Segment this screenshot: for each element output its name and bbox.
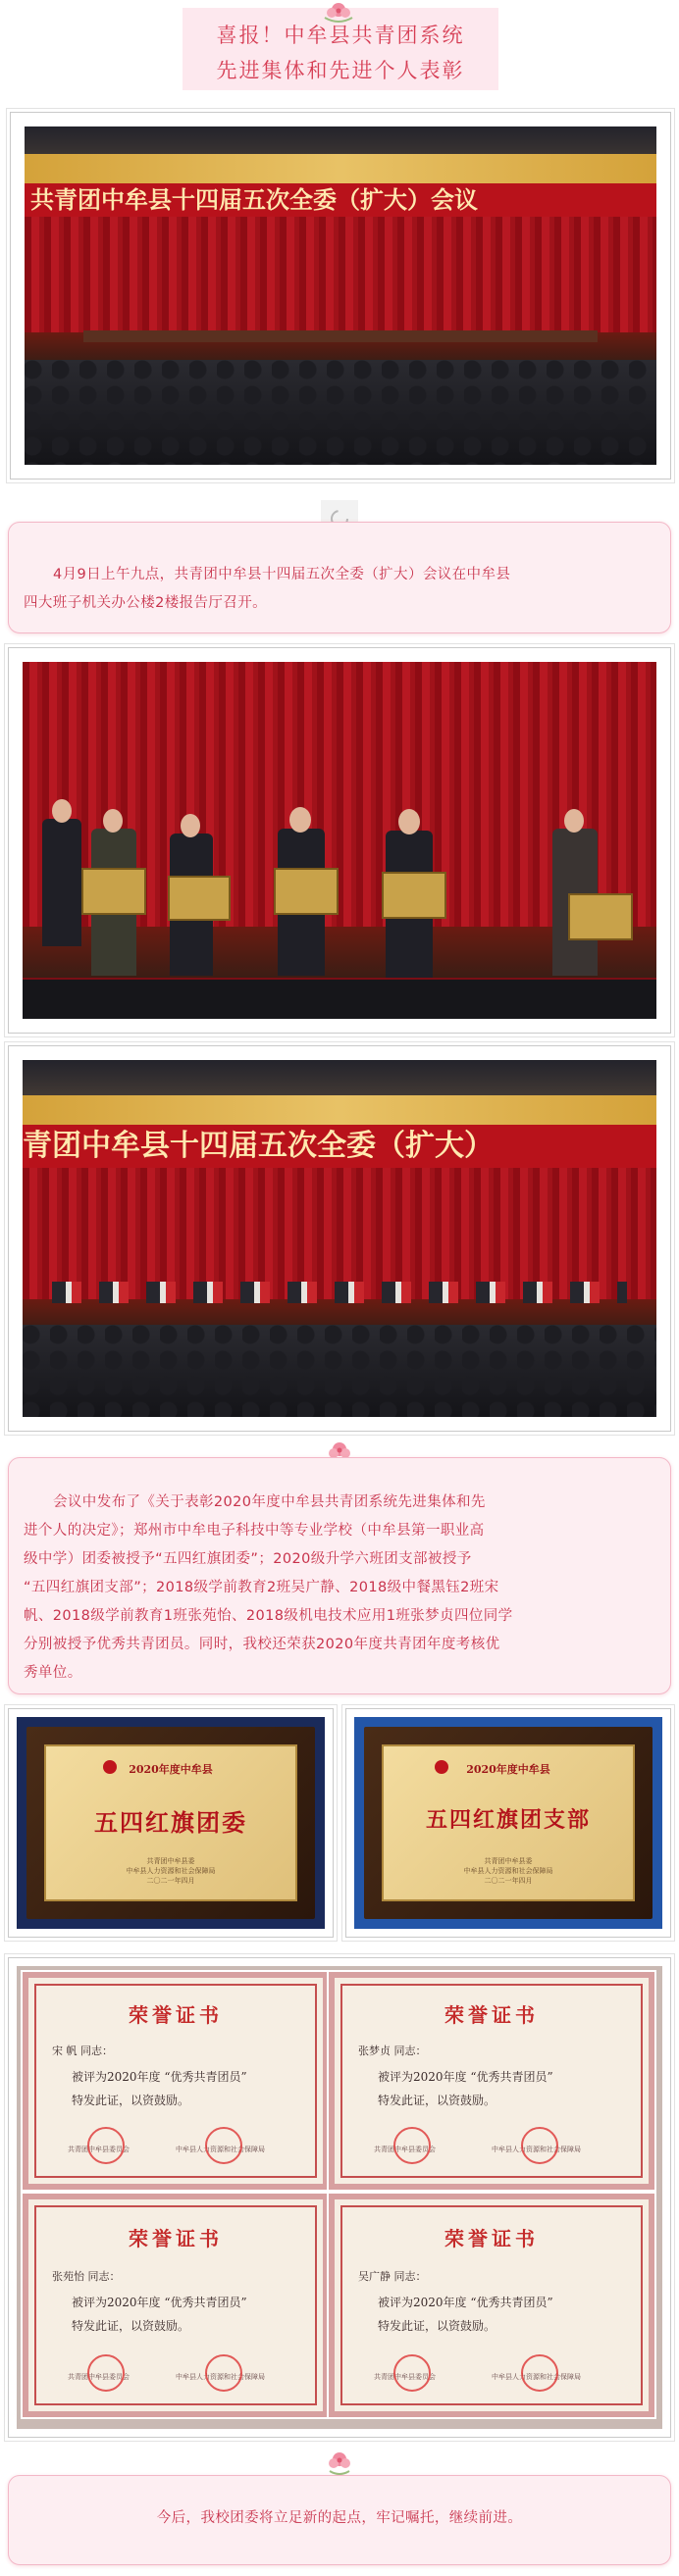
certificates-photo	[8, 1957, 671, 2438]
flower-icon	[324, 2448, 355, 2477]
decision-line-7: 秀单位。	[24, 1665, 82, 1681]
certificate-title: 荣誉证书	[129, 2003, 223, 2027]
decision-line-5: 帆、2018级学前教育1班张苑怡、2018级机电技术应用1班张梦贞四位同学	[24, 1608, 513, 1624]
photo-stage-wide	[8, 1045, 671, 1432]
certificate-body-2: 特发此证，以资鼓励。	[378, 2319, 496, 2333]
seal-icon	[205, 2354, 242, 2392]
certificate-issuer-2: 中牟县人力资源和社会保障局	[492, 2146, 581, 2153]
photo-meeting-hall	[10, 112, 671, 480]
page-title-line1: 喜报！中牟县共青团系统	[216, 24, 465, 47]
certificate-body-2: 特发此证，以资鼓励。	[72, 2094, 190, 2107]
plaque-date: 二〇二一年四月	[146, 1877, 195, 1885]
plaque-issuer-2: 中牟县人力资源和社会保障局	[463, 1867, 553, 1875]
photo-award-ceremony	[8, 647, 671, 1034]
certificate-issuer-1: 共青团中牟县委员会	[68, 2373, 130, 2381]
certificate-name: 张苑怡 同志：	[52, 2270, 121, 2283]
decision-line-4: “五四红旗团支部”；2018级学前教育2班吴广静、2018级中餐黑钰2班宋	[24, 1580, 499, 1595]
plaque-title: 五四红旗团支部	[425, 1807, 591, 1833]
certificate-body-1: 被评为2020年度 “优秀共青团员”	[72, 2296, 247, 2309]
certificate-issuer-1: 共青团中牟县委员会	[374, 2373, 436, 2381]
certificate-title: 荣誉证书	[129, 2227, 223, 2250]
page-title-line2: 先进集体和先进个人表彰	[216, 59, 465, 82]
certificate-name: 吴广静 同志：	[358, 2270, 427, 2283]
decision-line-1: 会议中发布了《关于表彰2020年度中牟县共青团系统先进集体和先	[53, 1494, 486, 1510]
plaque-date: 二〇二一年四月	[484, 1877, 533, 1885]
plaque-issuer-2: 中牟县人力资源和社会保障局	[126, 1867, 216, 1875]
certificate-title: 荣誉证书	[444, 2003, 539, 2027]
certificate-body-1: 被评为2020年度 “优秀共青团员”	[378, 2070, 553, 2084]
plaque-year: 2020年度中牟县	[129, 1763, 213, 1776]
intro-line-1: 4月9日上午九点，共青团中牟县十四届五次全委（扩大）会议在中牟县	[53, 567, 511, 582]
seal-icon	[393, 2127, 431, 2164]
decision-line-6: 分别被授予优秀共青团员。同时，我校还荣获2020年度共青团年度考核优	[24, 1637, 500, 1652]
closing-text: 今后，我校团委将立足新的起点，牢记嘱托，继续前进。	[156, 2510, 523, 2526]
meeting-banner: 共青团中牟县十四届五次全委（扩大）会议	[25, 183, 656, 217]
certificate-3	[23, 2194, 329, 2417]
decision-line-3: 级中学）团委被授予“五四红旗团委”；2020级升学六班团支部被授予	[24, 1551, 472, 1567]
intro-line-2: 四大班子机关办公楼2楼报告厅召开。	[24, 595, 268, 611]
seal-icon	[393, 2354, 431, 2392]
decision-line-2: 进个人的决定》；郑州市中牟电子科技中等专业学校（中牟县第一职业高	[24, 1523, 485, 1539]
plaque-photo-1	[8, 1708, 334, 1938]
certificate-body-2: 特发此证，以资鼓励。	[72, 2319, 190, 2333]
seal-icon	[87, 2127, 125, 2164]
certificate-1	[23, 1972, 329, 2190]
certificate-issuer-1: 共青团中牟县委员会	[374, 2146, 436, 2153]
seal-icon	[521, 2354, 558, 2392]
certificate-body-2: 特发此证，以资鼓励。	[378, 2094, 496, 2107]
certificate-body-1: 被评为2020年度 “优秀共青团员”	[378, 2296, 553, 2309]
certificate-body-1: 被评为2020年度 “优秀共青团员”	[72, 2070, 247, 2084]
certificate-2	[329, 1972, 654, 2190]
certificate-issuer-2: 中牟县人力资源和社会保障局	[176, 2146, 265, 2153]
certificate-4	[329, 2194, 654, 2417]
certificate-name: 宋 帆 同志：	[52, 2045, 113, 2057]
certificate-issuer-1: 共青团中牟县委员会	[68, 2146, 130, 2153]
plaque-title: 五四红旗团委	[94, 1808, 247, 1837]
plaque-year: 2020年度中牟县	[466, 1763, 550, 1776]
certificate-name: 张梦贞 同志：	[358, 2045, 427, 2057]
certificate-issuer-2: 中牟县人力资源和社会保障局	[492, 2373, 581, 2381]
seal-icon	[521, 2127, 558, 2164]
plaque-photo-2	[345, 1708, 671, 1938]
seal-icon	[87, 2354, 125, 2392]
stage-banner: 青团中牟县十四届五次全委（扩大）	[23, 1125, 656, 1168]
seal-icon	[205, 2127, 242, 2164]
certificate-title: 荣誉证书	[444, 2227, 539, 2250]
plaque-issuer-1: 共青团中牟县委	[146, 1857, 195, 1865]
plaque-issuer-1: 共青团中牟县委	[484, 1857, 533, 1865]
certificate-issuer-2: 中牟县人力资源和社会保障局	[176, 2373, 265, 2381]
